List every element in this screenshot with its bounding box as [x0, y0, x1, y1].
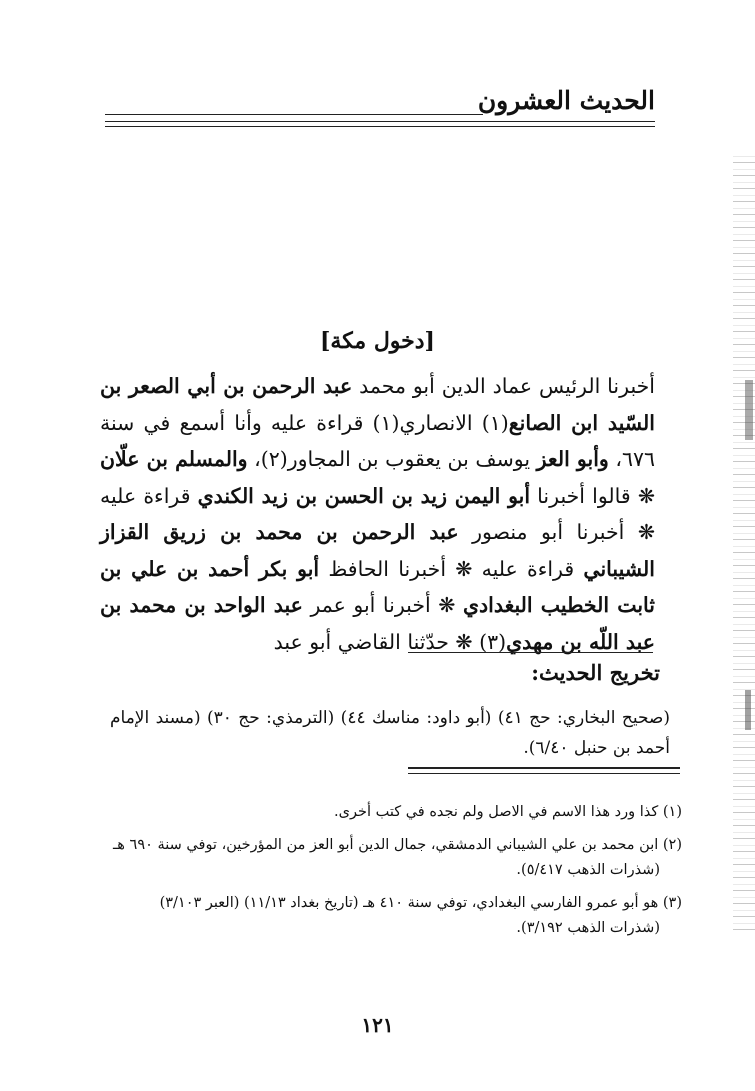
narrator-name: أبو بكر أحمد بن علي بن ثابت الخطيب البغدادي: [100, 556, 655, 617]
footnote-3-source: (شذرات الذهب ٣/١٩٢).: [516, 920, 660, 936]
scan-edge-mark: [745, 380, 753, 440]
footnote-2-text: (٢) ابن محمد بن علي الشيباني الدمشقي، جمال الدين أبو العز من المؤرخين، توفي سنة ٦٩٠ هـ: [113, 837, 682, 853]
footnote-2: [112, 833, 682, 883]
text-run: أخبرنا الرئيس عماد الدين أبو محمد: [352, 374, 655, 398]
narrator-name: عبد الرحمن بن محمد بن زريق القزاز الشيباني: [100, 520, 655, 581]
page-number: ١٢١: [361, 1013, 394, 1037]
takhrij-text: [110, 703, 670, 763]
hadith-chain-text: [100, 368, 655, 660]
header-rule: [105, 121, 655, 122]
text-run: يوسف بن يعقوب بن المجاور(٢)،: [247, 447, 537, 471]
narrator-name: أبو اليمن زيد بن الحسن بن زيد الكندي: [197, 483, 531, 508]
text-run: (٣) ❋ حدّثنا القاضي أبو عبد: [273, 629, 507, 654]
takhrij-references: (صحيح البخاري: حج ٤١) (أبو داود: مناسك ٤٤) (الترمذي: حج ٣٠) (مسند الإمام أحمد بن حنبل ٦/٤٠).: [110, 708, 670, 758]
separator-rule: [408, 652, 653, 653]
footnote-3: [112, 891, 682, 941]
text-run: (١) الانصاري(١) قراءة عليه وأنا أسمع في سنة ٦٧٦،: [100, 410, 656, 471]
text-run: قراءة عليه ❋ أخبرنا أبو منصور: [100, 483, 656, 544]
text-run: قراءة عليه ❋ أخبرنا الحافظ: [319, 556, 584, 581]
narrator-name: والمسلم بن علّان: [100, 447, 248, 471]
takhrij-heading: تخريج الحديث:: [531, 660, 660, 685]
narrator-name: عبد الرحمن بن أبي الصعر بن السّيد ابن الصانع: [100, 374, 655, 435]
footnote-1: (١) كذا ورد هذا الاسم في الاصل ولم نجده في كتب أخرى.: [334, 804, 682, 820]
scan-edge-artifact: [733, 150, 755, 930]
footnote-rule: [408, 767, 680, 769]
footnote-3-text: (٣) هو أبو عمرو الفارسي البغدادي، توفي سنة ٤١٠ هـ (تاريخ بغداد ١١/١٣) (العبر ٣/١٠٣): [159, 895, 682, 911]
section-title: [دخول مكة]: [320, 328, 435, 354]
narrator-name: عبد الواحد بن محمد بن عبد اللّه بن مهدي: [100, 593, 655, 654]
narrator-name: وأبو العز: [536, 447, 609, 471]
text-run: ❋ أخبرنا أبو عمر: [302, 593, 463, 617]
scan-edge-mark: [745, 690, 751, 730]
header-rule: [105, 126, 655, 127]
header-rule: [105, 114, 483, 115]
text-run: ❋ قالوا أخبرنا: [530, 483, 655, 508]
footnotes: [112, 800, 682, 949]
footnote-rule: [408, 773, 680, 774]
footnote-2-source: (شذرات الذهب ٥/٤١٧).: [516, 862, 660, 878]
header-title: الحديث العشرون: [477, 86, 655, 115]
running-header: [105, 86, 655, 130]
